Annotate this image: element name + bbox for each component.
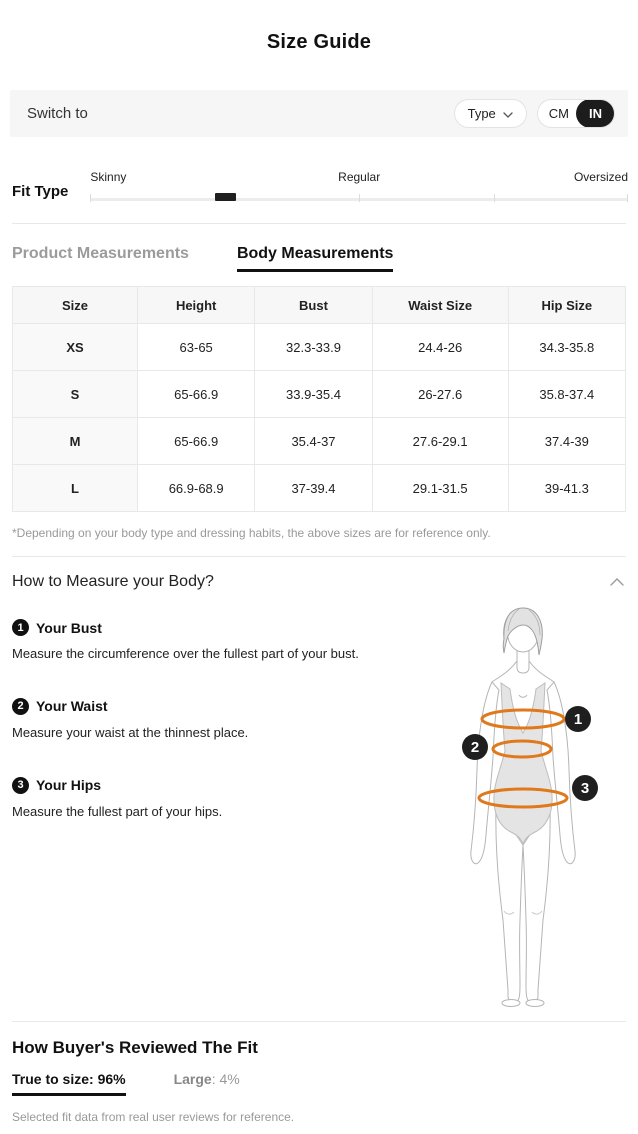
svg-text:2: 2 (470, 739, 480, 756)
step-number-badge: 3 (12, 777, 29, 794)
table-cell: 29.1-31.5 (372, 465, 508, 512)
table-cell: S (13, 371, 138, 418)
header-cell: Waist Size (372, 287, 508, 324)
table-cell: 65-66.9 (138, 418, 255, 465)
fit-tick (90, 194, 91, 202)
page-title: Size Guide (266, 31, 372, 53)
review-note: Selected fit data from real user reviews for reference. (12, 1110, 295, 1124)
figure-badge-1 (565, 706, 591, 732)
fit-type-row (12, 170, 628, 202)
fit-type-label: Fit Type (12, 183, 69, 200)
instruction-title: Your Bust (36, 619, 102, 636)
instruction-title: Your Hips (36, 777, 102, 794)
measure-section-header (12, 573, 626, 591)
divider (12, 556, 626, 557)
table-cell: 66.9-68.9 (138, 465, 255, 512)
figure-badge-2 (462, 734, 488, 760)
review-section-title: How Buyer's Reviewed The Fit (12, 1038, 258, 1057)
table-cell: M (13, 418, 138, 465)
unit-toggle[interactable] (537, 99, 615, 128)
table-cell: 39-41.3 (508, 465, 625, 512)
fit-option-skinny: Skinny (90, 170, 127, 184)
svg-text:1: 1 (573, 711, 583, 728)
table-cell: 26-27.6 (372, 371, 508, 418)
size-table (12, 286, 626, 512)
table-row (13, 418, 626, 465)
size-disclaimer: *Depending on your body type and dressing habits, the above sizes are for reference only. (12, 526, 491, 540)
table-cell: 35.8-37.4 (508, 371, 625, 418)
body-figure-illustration (433, 605, 613, 1015)
table-cell: 27.6-29.1 (372, 418, 508, 465)
table-cell: 34.3-35.8 (508, 324, 625, 371)
table-cell: 32.3-33.9 (255, 324, 372, 371)
tab-body-measurements[interactable]: Body Measurements (237, 245, 394, 272)
fit-stat-large[interactable]: Large: 4% (173, 1071, 240, 1087)
step-number-badge: 1 (12, 619, 29, 636)
unit-option-in[interactable]: IN (576, 99, 615, 128)
instruction-hips (12, 777, 412, 823)
measure-section-title: How to Measure your Body? (12, 573, 214, 590)
unit-option-cm[interactable]: CM (548, 106, 569, 121)
step-number-badge: 2 (12, 698, 29, 715)
fit-type-options (90, 170, 628, 185)
table-cell: XS (13, 324, 138, 371)
instruction-text: Measure the circumference over the fullest part of your bust. (12, 646, 359, 661)
header-cell: Height (138, 287, 255, 324)
instruction-text: Measure your waist at the thinnest place. (12, 724, 249, 740)
switch-bar (10, 90, 628, 137)
instruction-text: Measure the fullest part of your hips. (12, 803, 223, 819)
fit-option-regular: Regular (338, 170, 381, 184)
table-row (13, 324, 626, 371)
table-cell: 63-65 (138, 324, 255, 371)
divider (12, 1021, 626, 1022)
instruction-title: Your Waist (36, 698, 108, 715)
table-cell: 37.4-39 (508, 418, 625, 465)
table-row (13, 465, 626, 512)
table-cell: 65-66.9 (138, 371, 255, 418)
switch-to-label: Switch to (27, 105, 88, 122)
table-header-row (13, 287, 626, 324)
instruction-waist (12, 698, 412, 744)
chevron-up-icon (610, 578, 624, 586)
table-cell: 37-39.4 (255, 465, 372, 512)
instruction-bust (12, 619, 412, 665)
table-cell: 33.9-35.4 (255, 371, 372, 418)
measure-section-body (0, 605, 638, 1015)
type-dropdown[interactable] (454, 99, 527, 128)
measure-instructions (12, 619, 412, 822)
header-cell: Size (13, 287, 138, 324)
header-cell: Hip Size (508, 287, 625, 324)
type-dropdown-label: Type (467, 106, 496, 121)
fit-option-oversized: Oversized (573, 170, 628, 184)
fit-stat-true-to-size[interactable]: True to size: 96% (12, 1071, 126, 1096)
table-cell: 35.4-37 (255, 418, 372, 465)
fit-tick (494, 194, 495, 202)
fit-type-slider[interactable] (90, 170, 628, 202)
collapse-section-button[interactable] (608, 576, 626, 588)
figure-badge-3 (572, 775, 598, 801)
fit-slider-track (90, 193, 628, 202)
measurement-tabs (0, 245, 638, 272)
fit-tick (359, 194, 360, 202)
divider (12, 223, 626, 224)
tab-product-measurements[interactable]: Product Measurements (12, 245, 189, 262)
chevron-down-icon (503, 106, 513, 121)
table-cell: 24.4-26 (372, 324, 508, 371)
table-cell: L (13, 465, 138, 512)
fit-tick (627, 194, 628, 202)
header-cell: Bust (255, 287, 372, 324)
review-stats (12, 1071, 626, 1096)
table-row (13, 371, 626, 418)
fit-slider-thumb[interactable] (215, 193, 236, 201)
svg-text:3: 3 (580, 780, 590, 797)
